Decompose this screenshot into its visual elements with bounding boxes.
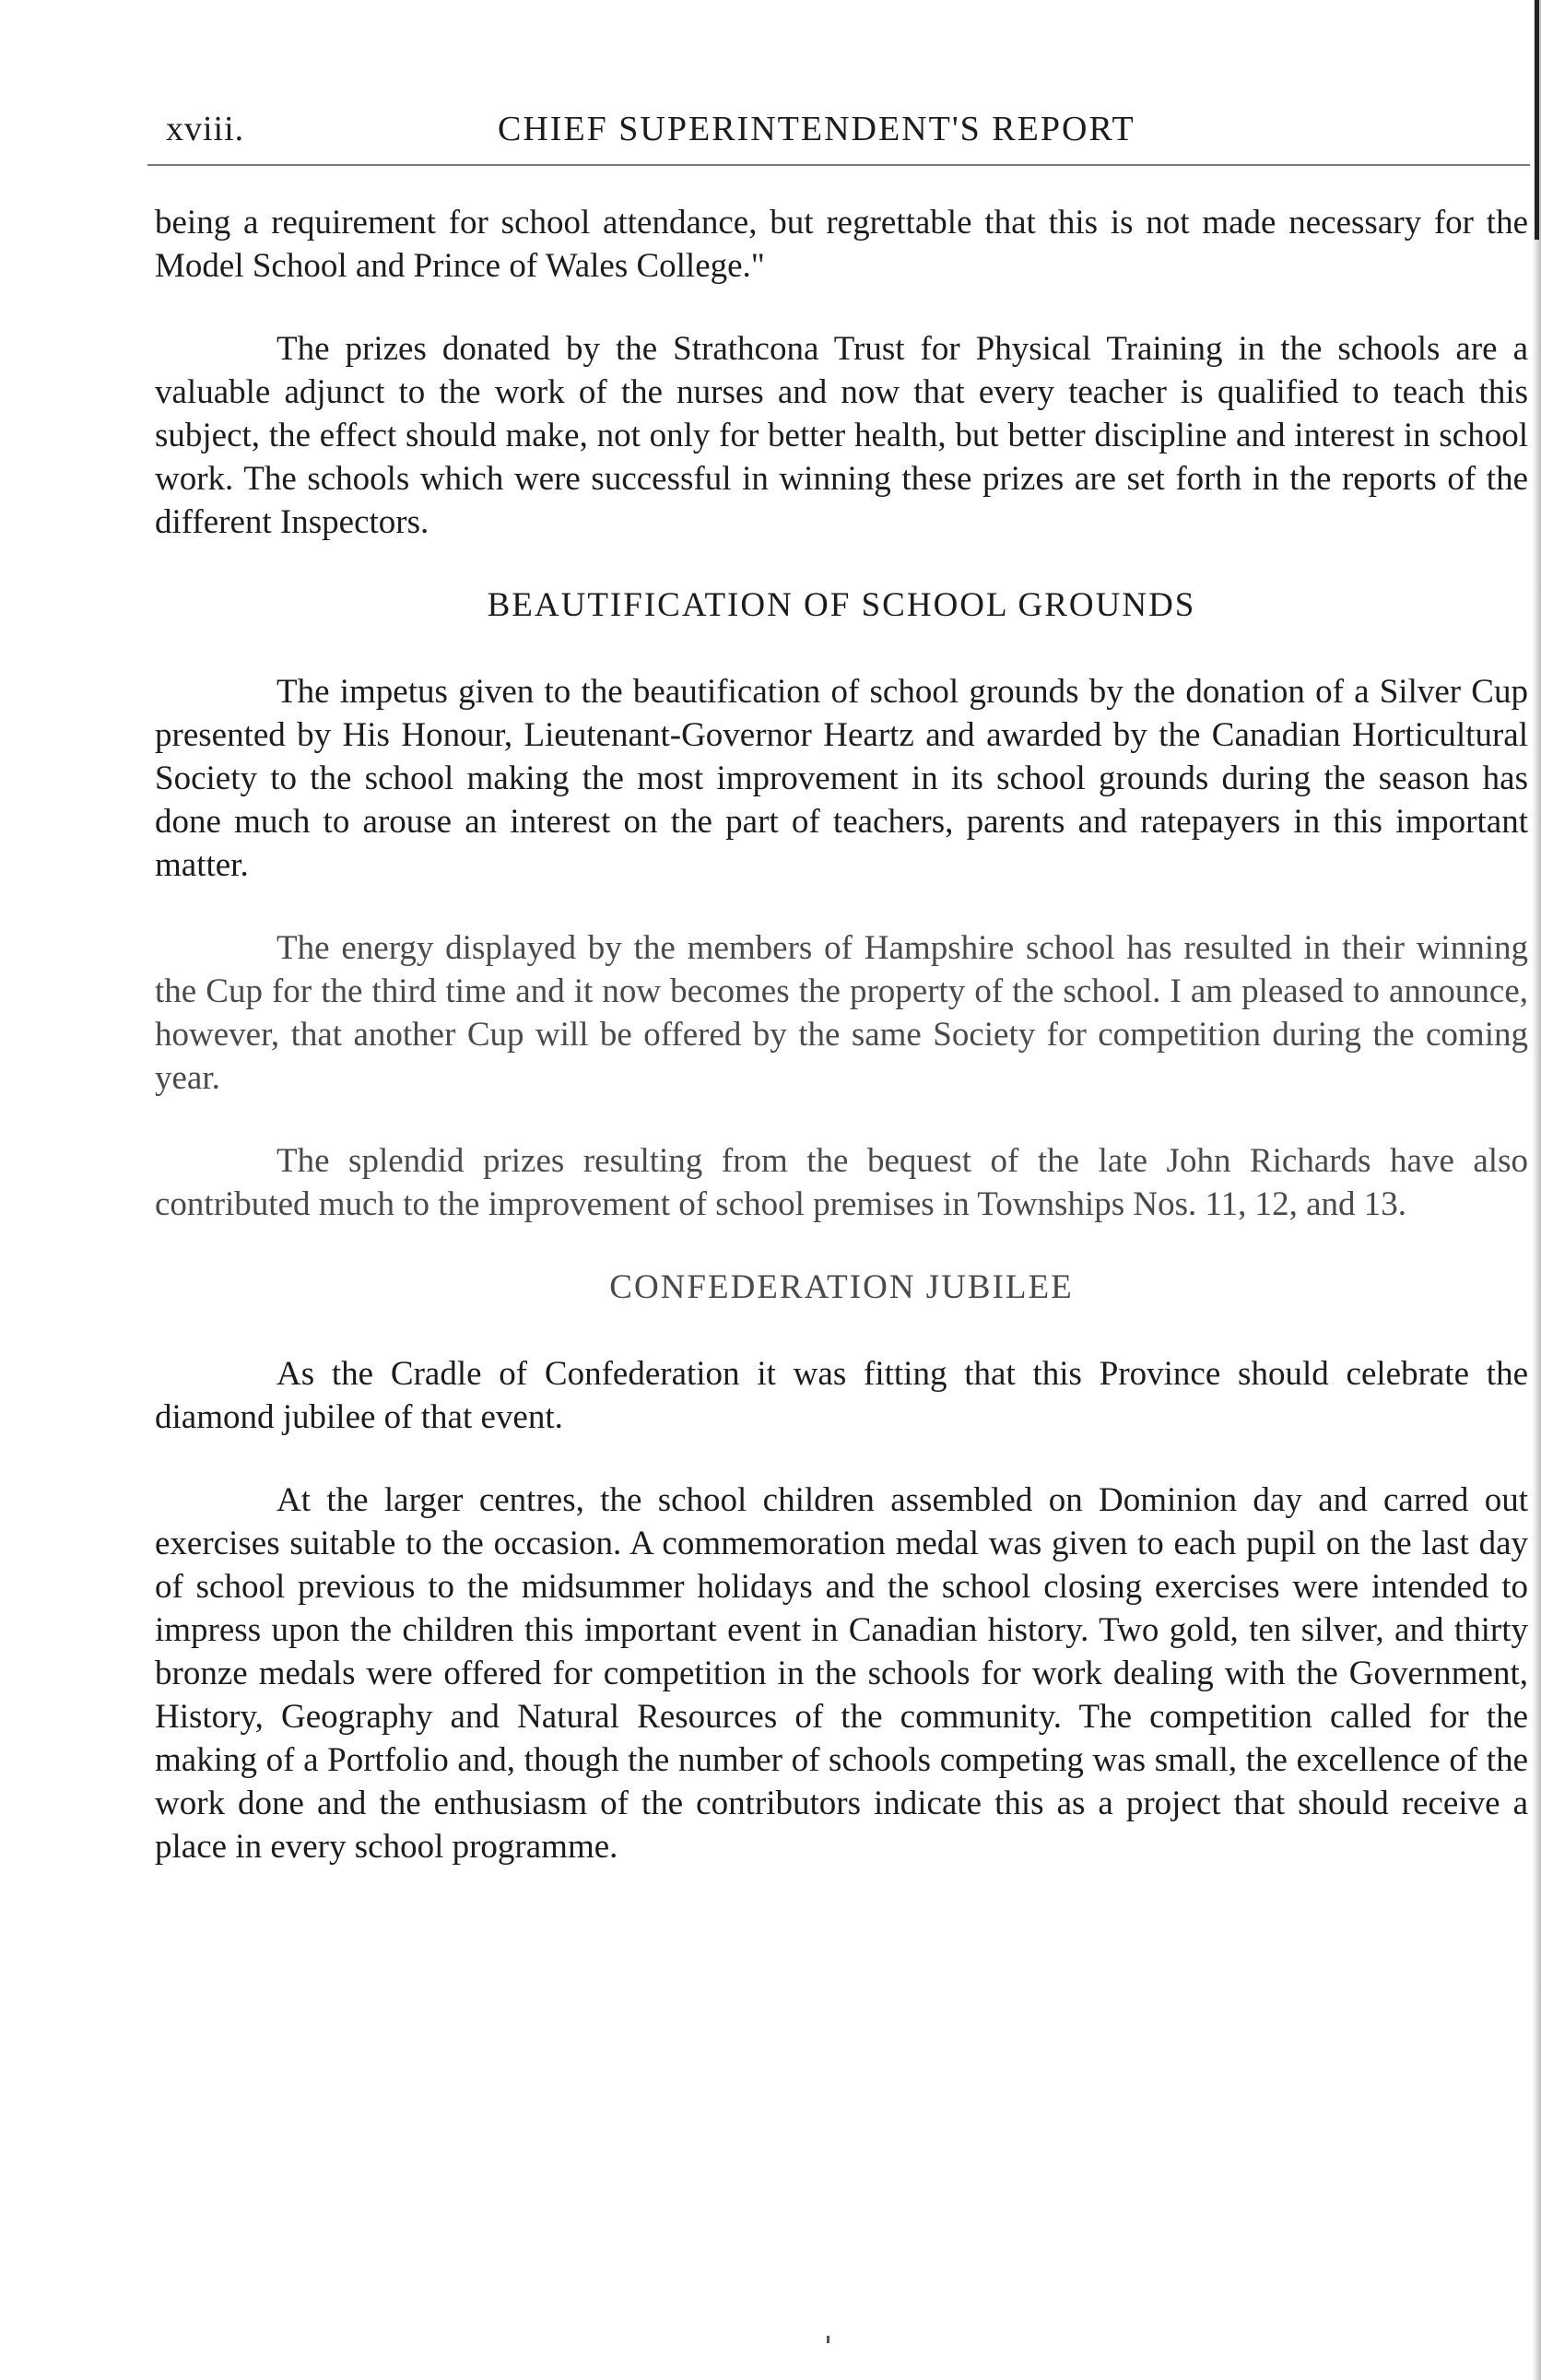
paragraph-hampshire-school: The energy displayed by the members of Hampshire school has resulted in their winning the Cup for the third time and it now becomes the property of the school. I am pleased to announce, however, that another Cup will be offered by the same Society for competition during the coming year. [155, 929, 1528, 1097]
header-rule [147, 164, 1530, 166]
paragraph-silver-cup: The impetus given to the beautification of school grounds by the donation of a Silver Cup presented by His Honour, Lieutenant-Governor Heartz and awarded by the Canadian Horticultural Society to the school making the most improvement in its school grounds during the season has done much to arouse an interest on the part of teachers, parents and ratepayers in this important matter. [155, 673, 1528, 884]
paragraph-strathcona-prizes: The prizes donated by the Strathcona Trust for Physical Training in the schools are a valuable adjunct to the work of the nurses and now that every teacher is qualified to teach this subject, the effect should make, not only for better health, but better discipline and interest in school work. The schools which were successful in winning these prizes are set forth in the reports of the different Inspectors. [155, 330, 1528, 541]
page-edge-shadow [1532, 0, 1541, 2380]
binding-mark [1535, 0, 1539, 240]
paragraph-richards-prizes: The splendid prizes resulting from the bequest of the late John Richards have also contributed much to the improvement of school premises in Townships Nos. 11, 12, and 13. [155, 1142, 1528, 1223]
paragraph-dominion-day: At the larger centres, the school children assembled on Dominion day and carred out exercises suitable to the occasion. A commemoration medal was given to each pupil on the last day of school previous to the midsummer holidays and the school closing exercises were intended to impress upon the children this important event in Canadian history. Two gold, ten silver, and thirty bronze medals were offered for competition in the schools for work dealing with the Government, History, Geography and Natural Resources of the community. The competition called for the making of a Portfolio and, though the number of schools competing was small, the excellence of the work done and the enthusiasm of the contributors indicate this as a project that should receive a place in every school programme. [155, 1481, 1528, 1866]
page-folio: xviii. [166, 110, 245, 148]
paragraph-continuation: being a requirement for school attendance, but regrettable that this is not made necessary for the Model School and Prince of Wales College." [155, 204, 1528, 285]
ink-speck [827, 2336, 829, 2343]
body-text [155, 201, 1528, 1908]
section-heading-confederation: CONFEDERATION JUBILEE [609, 1268, 1074, 1306]
section-heading-beautification: BEAUTIFICATION OF SCHOOL GROUNDS [487, 586, 1196, 624]
page-header [166, 109, 1456, 160]
running-title: CHIEF SUPERINTENDENT'S REPORT [498, 110, 1135, 148]
paragraph-cradle-of-confederation: As the Cradle of Confederation it was fitting that this Province should celebrate the diamond jubilee of that event. [155, 1355, 1528, 1436]
